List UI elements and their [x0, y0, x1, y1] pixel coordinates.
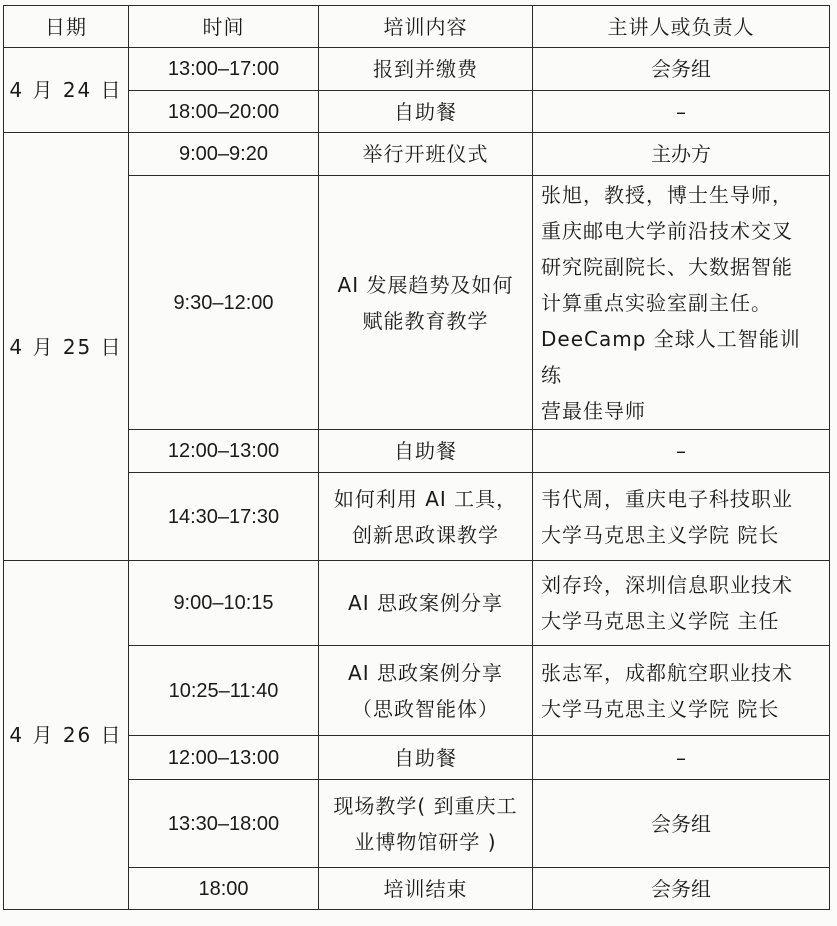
content-cell: [319, 176, 533, 430]
speaker-cell: –: [533, 430, 830, 473]
content-line: 现场教学( 到重庆工: [333, 793, 518, 818]
content-cell: 报到并缴费: [319, 48, 533, 91]
speaker-cell: 会务组: [533, 780, 830, 868]
time-cell: 9:00–10:15: [129, 561, 319, 646]
speaker-line: 大学马克思主义学院 主任: [541, 609, 780, 633]
content-line: AI 思政案例分享: [348, 660, 503, 685]
content-cell: 自助餐: [319, 736, 533, 780]
time-cell: 9:00–9:20: [129, 133, 319, 176]
time-cell: 10:25–11:40: [129, 646, 319, 736]
time-cell: 9:30–12:00: [129, 176, 319, 430]
speaker-cell: [533, 646, 830, 736]
speaker-line: 张旭，教授，博士生导师，: [541, 182, 793, 207]
table-row: [4, 48, 830, 91]
speaker-line: 刘存玲，深圳信息职业技术: [541, 573, 793, 597]
content-line: 创新思政课教学: [352, 522, 499, 547]
content-cell: 自助餐: [319, 91, 533, 133]
speaker-line: 大学马克思主义学院 院长: [541, 696, 780, 721]
speaker-line: 大学马克思主义学院 院长: [541, 522, 780, 547]
content-line: 如何利用 AI 工具，: [333, 486, 518, 511]
table-row: [4, 561, 830, 646]
speaker-cell: [533, 561, 830, 646]
speaker-cell: [533, 176, 830, 430]
training-schedule-table: [3, 5, 830, 910]
time-cell: 18:00–20:00: [129, 91, 319, 133]
table-row: [4, 133, 830, 176]
date-cell: 4 月 26 日: [4, 561, 129, 910]
content-cell: [319, 473, 533, 561]
speaker-line: 韦代周，重庆电子科技职业: [541, 486, 793, 511]
header-time: 时间: [129, 6, 319, 48]
content-cell: 培训结束: [319, 868, 533, 910]
content-line: 业博物馆研学 ): [354, 829, 497, 854]
header-date: 日期: [4, 6, 129, 48]
speaker-cell: 主办方: [533, 133, 830, 176]
speaker-line: 研究院副院长、大数据智能: [541, 254, 793, 279]
time-cell: 13:30–18:00: [129, 780, 319, 868]
time-cell: 12:00–13:00: [129, 736, 319, 780]
content-cell: [319, 780, 533, 868]
speaker-cell: –: [533, 91, 830, 133]
header-content: 培训内容: [319, 6, 533, 48]
speaker-line: 张志军，成都航空职业技术: [541, 660, 793, 685]
content-line: 赋能教育教学: [362, 308, 489, 333]
speaker-cell: 会务组: [533, 48, 830, 91]
speaker-line: 营最佳导师: [541, 398, 646, 423]
content-cell: AI 思政案例分享: [319, 561, 533, 646]
date-cell: 4 月 24 日: [4, 48, 129, 133]
speaker-cell: [533, 473, 830, 561]
speaker-line: 计算重点实验室副主任。: [541, 290, 772, 315]
time-cell: 18:00: [129, 868, 319, 910]
date-cell: 4 月 25 日: [4, 133, 129, 561]
header-speaker: 主讲人或负责人: [533, 6, 830, 48]
speaker-line: DeeCamp 全球人工智能训练: [541, 326, 801, 387]
table-header-row: [4, 6, 830, 48]
time-cell: 14:30–17:30: [129, 473, 319, 561]
time-cell: 12:00–13:00: [129, 430, 319, 473]
speaker-cell: –: [533, 736, 830, 780]
content-line: AI 发展趋势及如何: [337, 272, 514, 297]
time-cell: 13:00–17:00: [129, 48, 319, 91]
speaker-cell: 会务组: [533, 868, 830, 910]
speaker-line: 重庆邮电大学前沿技术交叉: [541, 218, 793, 243]
content-line: （思政智能体）: [352, 696, 499, 721]
content-cell: 举行开班仪式: [319, 133, 533, 176]
content-cell: [319, 646, 533, 736]
content-cell: 自助餐: [319, 430, 533, 473]
